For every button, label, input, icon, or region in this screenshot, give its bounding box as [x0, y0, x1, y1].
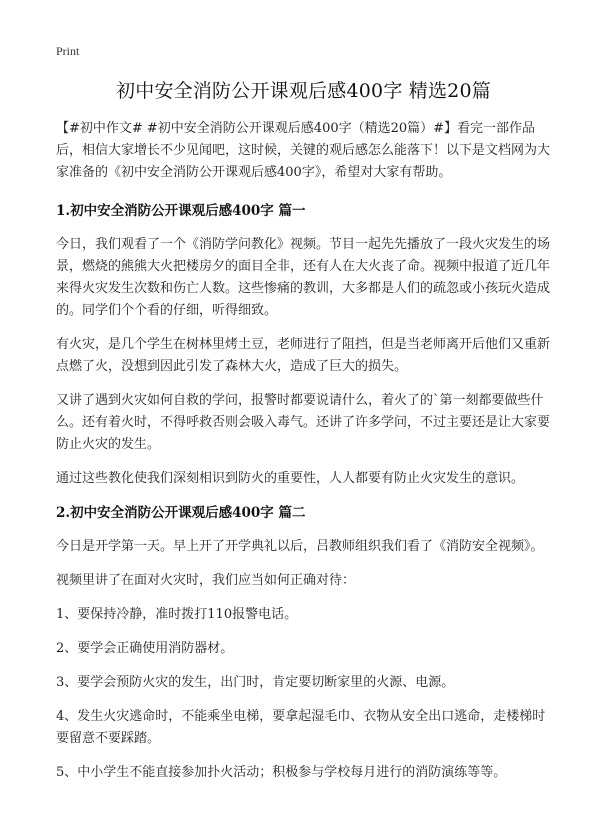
paragraph: 有火灾，是几个学生在树林里烤土豆，老师进行了阻挡，但是当老师离开后他们又重新点燃了火，没想到因此引发了森林大火，造成了巨大的损失。 — [56, 337, 551, 374]
list-item: 1、要保持冷静，准时拨打110报警电话。 — [56, 607, 298, 622]
list-item: 3、要学会预防火灾的发生，出门时，肯定要切断家里的火源、电源。 — [56, 675, 455, 690]
list-item: 2、要学会正确使用消防器材。 — [56, 641, 234, 656]
section-heading: 2.初中安全消防公开课观后感400字 篇二 — [56, 505, 306, 521]
document-title: 初中安全消防公开课观后感400字 精选20篇 — [116, 80, 491, 102]
section-heading: 1.初中安全消防公开课观后感400字 篇一 — [56, 203, 306, 219]
intro-paragraph: 【#初中作文# #初中安全消防公开课观后感400字（精选20篇）#】看完一部作品后，相信大家增长不少见闻吧，这时候，关键的观后感怎么能落下！以下是文档网为大家准备的《初中安全消防公开课观后感400字》，希望对大家有帮助。 — [56, 121, 551, 180]
print-label: Print — [56, 44, 80, 58]
paragraph: 今日是开学第一天。早上开了开学典礼以后，吕教师组织我们看了《消防安全视频》。 — [56, 539, 544, 554]
list-item: 4、发生火灾逃命时，不能乘坐电梯，要拿起湿毛巾、衣物从安全出口逃命，走楼梯时要留意不要踩踏。 — [56, 709, 546, 746]
section-2 — [56, 502, 551, 784]
paragraph: 今日，我们观看了一个《消防学问教化》视频。节目一起先先播放了一段火灾发生的场景，燃烧的熊熊大火把楼房夕的面目全非，还有人在大火丧了命。视频中报道了近几年来得火灾发生次数和伤亡人数。这些惨痛的教训，大多都是人们的疏忽或小孩玩火造成的。同学们个个看的仔细，听得细致。 — [56, 237, 551, 318]
paragraph: 视频里讲了在面对火灾时，我们应当如何正确对待： — [56, 573, 356, 588]
section-1 — [56, 200, 551, 490]
paragraph: 通过这些教化使我们深刻相识到防火的重要性，人人都要有防止火灾发生的意识。 — [56, 471, 525, 486]
document-body — [56, 118, 551, 796]
list-item: 5、中小学生不能直接参加扑火活动；积极参与学校每月进行的消防演练等等。 — [56, 765, 507, 780]
paragraph: 又讲了遇到火灾如何自救的学问，报警时都要说请什么，着火了的`第一刻都要做些什么。还有着火时，不得呼救否则会吸入毒气。还讲了许多学问，不过主要还是让大家要防止火灾的发生。 — [56, 393, 551, 452]
